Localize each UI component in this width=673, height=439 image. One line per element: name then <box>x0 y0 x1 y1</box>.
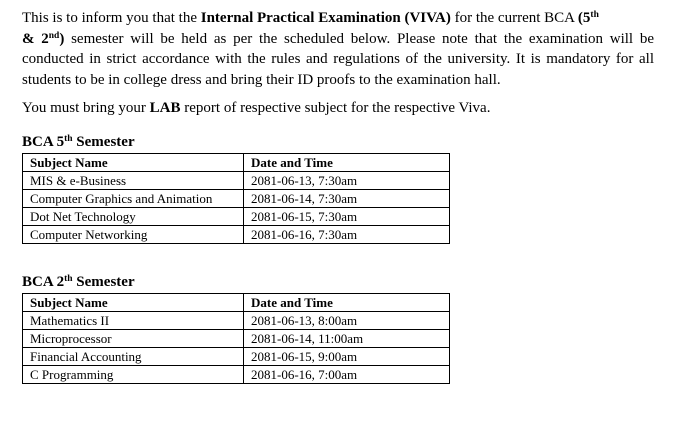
subject-cell: Mathematics II <box>23 312 244 330</box>
sem5-heading: BCA 5th Semester <box>22 134 135 150</box>
subject-cell: Dot Net Technology <box>23 208 244 226</box>
table-row <box>23 348 450 366</box>
table-row <box>23 330 450 348</box>
notice-text-rules: semester will be held as per the scheduled below. Please note that the examination will be conducted in strict accordance with the rules and regulations of the university. It is mandatory for all students to be in college dress and bring their ID proofs to the examination hall. <box>22 30 655 88</box>
notice-exam-name: Internal Practical Examination (VIVA) <box>200 10 451 26</box>
table-header-row <box>23 294 450 312</box>
table-row <box>23 312 450 330</box>
lab-keyword: LAB <box>149 100 181 116</box>
subject-cell: Financial Accounting <box>23 348 244 366</box>
datetime-cell: 2081-06-14, 11:00am <box>244 330 450 348</box>
subject-cell: MIS & e-Business <box>23 172 244 190</box>
datetime-cell: 2081-06-16, 7:00am <box>244 366 450 384</box>
subject-cell: Computer Networking <box>23 226 244 244</box>
notice-document <box>22 8 654 384</box>
datetime-cell: 2081-06-16, 7:30am <box>244 226 450 244</box>
sem5-schedule-table <box>22 153 450 244</box>
notice-semesters: (5th & 2nd) <box>22 10 599 47</box>
datetime-cell: 2081-06-13, 7:30am <box>244 172 450 190</box>
notice-text-program: for the current BCA <box>450 10 578 26</box>
table-row <box>23 366 450 384</box>
table-row <box>23 190 450 208</box>
column-header-datetime: Date and Time <box>244 154 450 172</box>
subject-cell: C Programming <box>23 366 244 384</box>
table-row <box>23 226 450 244</box>
table-row <box>23 172 450 190</box>
column-header-subject: Subject Name <box>23 154 244 172</box>
datetime-cell: 2081-06-15, 9:00am <box>244 348 450 366</box>
table-row <box>23 208 450 226</box>
table-header-row <box>23 154 450 172</box>
sem2-schedule-table <box>22 293 450 384</box>
notice-text-intro: This is to inform you that the <box>22 10 201 26</box>
sem2-heading: BCA 2th Semester <box>22 274 135 290</box>
notice-paragraph <box>22 8 654 90</box>
datetime-cell: 2081-06-15, 7:30am <box>244 208 450 226</box>
datetime-cell: 2081-06-13, 8:00am <box>244 312 450 330</box>
subject-cell: Microprocessor <box>23 330 244 348</box>
column-header-subject: Subject Name <box>23 294 244 312</box>
subject-cell: Computer Graphics and Animation <box>23 190 244 208</box>
column-header-datetime: Date and Time <box>244 294 450 312</box>
lab-report-paragraph: You must bring your LAB report of respective subject for the respective Viva. <box>22 100 491 116</box>
datetime-cell: 2081-06-14, 7:30am <box>244 190 450 208</box>
